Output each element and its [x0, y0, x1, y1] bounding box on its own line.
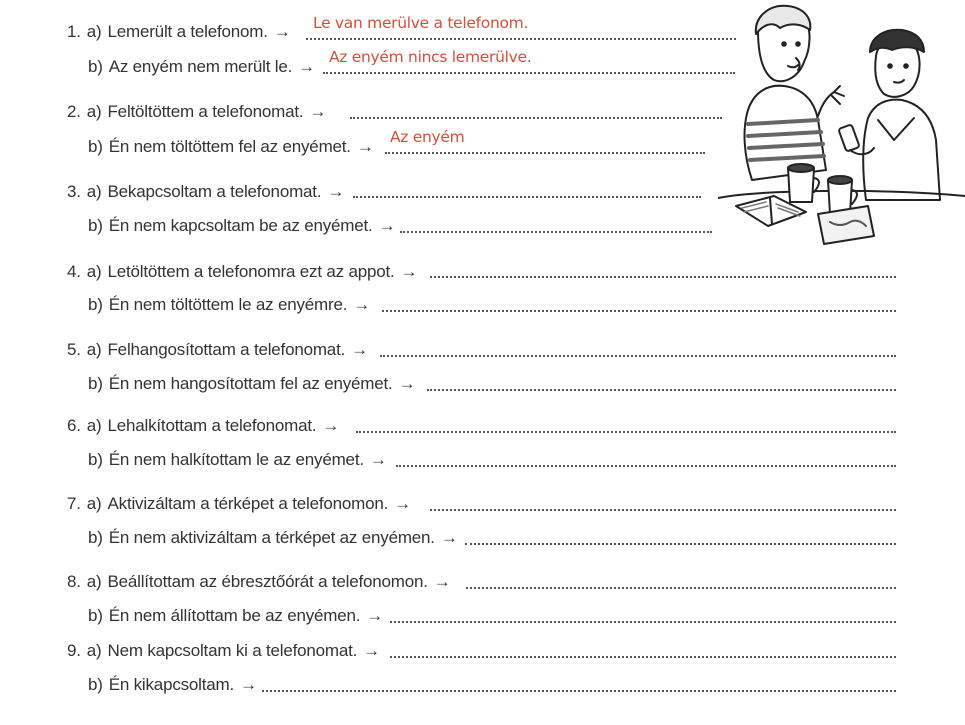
exercise-7a [67, 488, 417, 514]
exercise-4b [88, 289, 376, 315]
handwritten-answer-1b: Az enyém nincs lemerülve. [329, 48, 532, 66]
arrow-icon: → [273, 22, 291, 41]
exercise-4a [67, 256, 423, 282]
exercise-3b [88, 210, 401, 236]
answer-line-5b[interactable] [427, 389, 896, 391]
item-label: b) [88, 57, 103, 76]
exercise-8b [88, 600, 389, 626]
item-label: b) [88, 216, 103, 235]
answer-line-8b[interactable] [390, 621, 896, 623]
answer-line-1a[interactable] [306, 38, 736, 40]
arrow-icon: → [398, 374, 416, 393]
arrow-icon: → [363, 641, 380, 660]
prompt-text: Én kikapcsoltam. [108, 675, 235, 694]
two-people-talking-illustration [718, 0, 965, 260]
item-number: 6. [67, 416, 81, 435]
exercise-2b [88, 131, 380, 157]
arrow-icon: → [366, 606, 384, 625]
item-label: a) [86, 102, 102, 121]
exercise-1a [67, 16, 297, 42]
item-number: 5. [67, 340, 81, 359]
answer-line-8a[interactable] [466, 587, 896, 589]
item-number: 1. [67, 22, 81, 41]
item-label: b) [88, 450, 103, 469]
arrow-icon: → [240, 675, 257, 694]
answer-line-3b[interactable] [400, 231, 712, 233]
item-number: 7. [67, 494, 81, 513]
item-label: a) [86, 494, 102, 513]
item-label: b) [88, 374, 103, 393]
prompt-text: Én nem kapcsoltam be az enyémet. [108, 216, 373, 235]
item-label: b) [88, 606, 103, 625]
item-label: a) [86, 22, 102, 41]
answer-line-6a[interactable] [356, 431, 896, 433]
prompt-text: Én nem hangosítottam fel az enyémet. [108, 374, 393, 393]
answer-line-1b[interactable] [323, 72, 735, 74]
handwritten-answer-1a: Le van merülve a telefonom. [313, 14, 529, 32]
item-label: a) [86, 572, 102, 591]
prompt-text: Lemerült a telefonom. [107, 22, 268, 41]
item-label: b) [88, 295, 103, 314]
item-number: 3. [67, 182, 81, 201]
prompt-text: Felhangosítottam a telefonomat. [107, 340, 346, 359]
prompt-text: Feltöltöttem a telefonomat. [107, 102, 304, 121]
arrow-icon: → [400, 262, 418, 281]
answer-line-3a[interactable] [353, 196, 701, 198]
item-number: 9. [67, 641, 81, 660]
prompt-text: Aktivizáltam a térképet a telefonomon. [107, 494, 389, 513]
answer-line-9a[interactable] [390, 656, 896, 658]
arrow-icon: → [394, 494, 411, 513]
arrow-icon: → [369, 450, 387, 469]
exercise-3a [67, 176, 350, 202]
exercise-6b [88, 444, 393, 470]
exercise-6a [67, 410, 345, 436]
answer-line-2b[interactable] [385, 152, 705, 154]
answer-line-5a[interactable] [380, 355, 896, 357]
prompt-text: Bekapcsoltam a telefonomat. [107, 182, 322, 201]
answer-line-4a[interactable] [430, 276, 896, 278]
item-label: a) [86, 340, 102, 359]
answer-line-6b[interactable] [396, 465, 896, 467]
prompt-text: Nem kapcsoltam ki a telefonomat. [107, 641, 358, 660]
exercise-5a [67, 334, 374, 360]
prompt-text: Én nem aktivizáltam a térképet az enyémen. [108, 528, 435, 547]
prompt-text: Lehalkítottam a telefonomat. [107, 416, 317, 435]
answer-line-4b[interactable] [382, 310, 896, 312]
handwritten-answer-2b: Az enyém [390, 128, 465, 146]
item-label: b) [88, 528, 103, 547]
item-label: b) [88, 137, 103, 156]
exercise-1b [88, 51, 321, 77]
answer-line-7b[interactable] [465, 543, 896, 545]
item-label: a) [86, 416, 102, 435]
arrow-icon: → [433, 572, 451, 591]
prompt-text: Beállítottam az ébresztőórát a telefonomon. [107, 572, 428, 591]
arrow-icon: → [327, 182, 345, 201]
exercise-7b [88, 522, 464, 548]
exercise-8a [67, 566, 457, 592]
item-number: 4. [67, 262, 81, 281]
answer-line-7a[interactable] [430, 509, 896, 511]
arrow-icon: → [351, 340, 368, 359]
answer-line-9b[interactable] [262, 690, 896, 692]
item-label: a) [86, 641, 102, 660]
prompt-text: Az enyém nem merült le. [108, 57, 293, 76]
arrow-icon: → [353, 295, 371, 314]
answer-line-2a[interactable] [350, 117, 722, 119]
item-label: a) [86, 262, 102, 281]
exercise-2a [67, 96, 332, 122]
arrow-icon: → [322, 416, 340, 435]
arrow-icon: → [356, 137, 374, 156]
exercise-9b [88, 669, 263, 695]
arrow-icon: → [309, 102, 327, 121]
arrow-icon: → [298, 57, 315, 76]
item-label: a) [86, 182, 102, 201]
prompt-text: Én nem állítottam be az enyémen. [108, 606, 361, 625]
exercise-9a [67, 635, 386, 661]
exercise-5b [88, 368, 421, 394]
prompt-text: Én nem töltöttem le az enyémre. [108, 295, 348, 314]
arrow-icon: → [378, 216, 396, 235]
prompt-text: Én nem töltöttem fel az enyémet. [108, 137, 351, 156]
item-number: 8. [67, 572, 81, 591]
item-number: 2. [67, 102, 81, 121]
item-label: b) [88, 675, 103, 694]
arrow-icon: → [440, 528, 458, 547]
prompt-text: Én nem halkítottam le az enyémet. [108, 450, 364, 469]
prompt-text: Letöltöttem a telefonomra ezt az appot. [107, 262, 395, 281]
